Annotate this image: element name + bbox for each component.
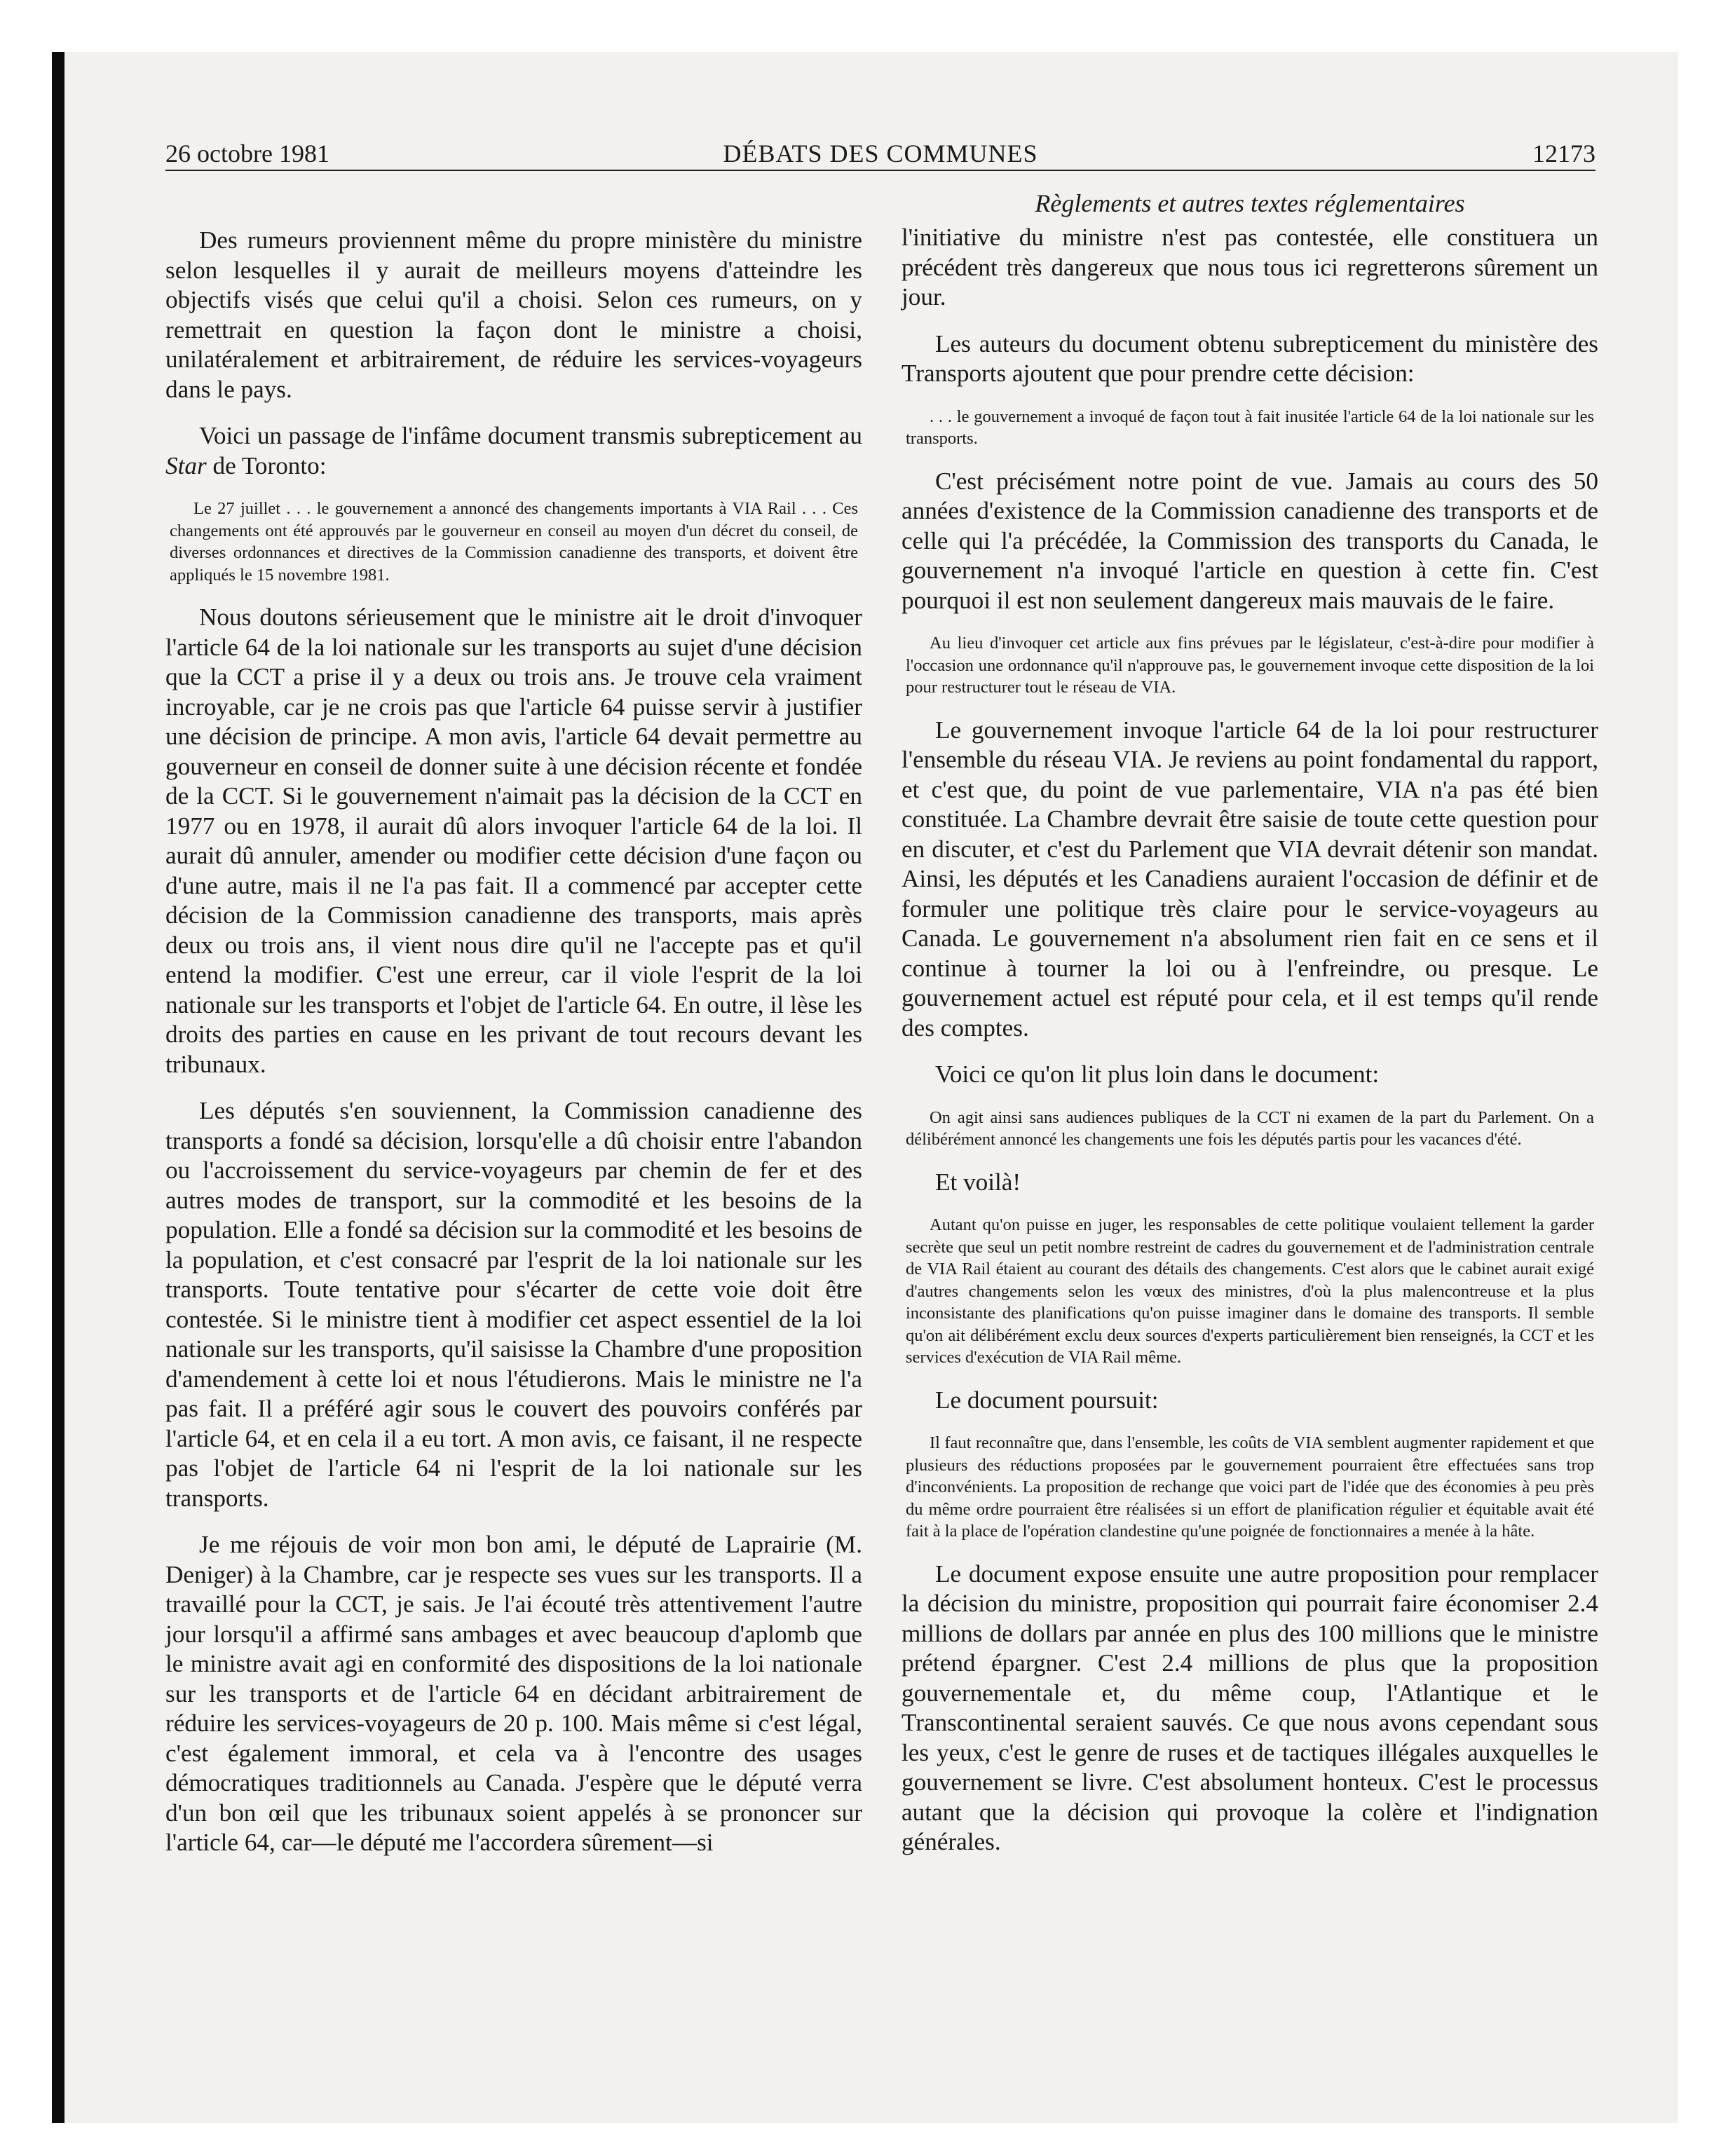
paragraph: Nous doutons sérieusement que le ministre ait le droit d'invoquer l'article 64 de la loi nationale sur les transports au sujet d'une décision que la CCT a prise il y a deux ou trois ans. Je trouve cela vraiment incroyable, car je ne crois pas que l'article 64 puisse servir à justifier une décision de principe. A mon avis, l'article 64 devait permettre au gouverneur en conseil de donner suite à une décision récente et fondée de la CCT. Si le gouvernement n'aimait pas la décision de la CCT en 1977 ou en 1978, il aurait dû alors invoquer l'article 64 de la loi. Il aurait dû annuler, amender ou modifier cette décision d'une façon ou d'une autre, mais il ne l'a pas fait. Il a commencé par accepter cette décision de la Commission canadienne des transports, mais après deux ou trois ans, il vient nous dire qu'il ne l'accepte pas et qu'il entend la modifier. C'est une erreur, car il viole l'esprit de la loi nationale sur les transports et l'objet de l'article 64. En outre, il lèse les droits des parties en cause en les privant de tout recours devant les tribunaux. [165, 603, 862, 1078]
paragraph: Le document expose ensuite une autre proposition pour remplacer la décision du ministre, proposition qui pourrait faire économiser 2.4 millions de dollars par année en plus des 100 millions que le ministre prétend épargner. C'est 2.4 millions de plus que la proposition gouvernementale et, du même coup, l'Atlantique et le Transcontinental seraient sauvés. Ce que nous avons cependant sous les yeux, c'est le genre de ruses et de tactiques illégales auxquelles le gouvernement se livre. C'est absolument honteux. C'est le processus autant que la décision qui provoque la colère et l'indignation générales. [901, 1560, 1598, 1855]
paragraph: C'est précisément notre point de vue. Jamais au cours des 50 années d'existence de la Commission canadienne des transports et de celle qui l'a précédée, la Commission des transports du Canada, le gouvernement n'a invoqué l'article en question à cette fin. C'est pourquoi il est non seulement dangereux mais mauvais de le faire. [901, 467, 1598, 614]
paragraph: Les auteurs du document obtenu subrepticement du ministère des Transports ajoutent que pour prendre cette décision: [901, 329, 1598, 387]
quotation: Le 27 juillet . . . le gouvernement a annoncé des changements importants à VIA Rail . . . Ces changements ont été approuvés par le gouverneur en conseil au moyen d'un décret du conseil, de diverses ordonnances et directives de la Commission canadienne des transports, et doivent être appliqués le 15 novembre 1981. [170, 499, 858, 585]
paragraph: Des rumeurs proviennent même du propre ministère du ministre selon lesquelles il y aurait de meilleurs moyens d'atteindre les objectifs visés que celui qu'il a choisi. Selon ces rumeurs, on y remettrait en question la façon dont le ministre a choisi, unilatéralement et arbitrairement, de réduire les services-voyageurs dans le pays. [165, 226, 862, 403]
paragraph: Voici ce qu'on lit plus loin dans le document: [935, 1060, 1380, 1088]
paragraph: Le document poursuit: [935, 1386, 1159, 1414]
paragraph [165, 421, 862, 481]
quotation: Il faut reconnaître que, dans l'ensemble, les coûts de VIA semblent augmenter rapidement et que plusieurs des réductions proposées par le gouvernement pourraient être effectuées sans trop d'inconvénients. La proposition de rechange que voici part de l'idée que des économies à peu près du même ordre pourraient être réalisées si un effort de planification régulier et équitable avait été fait à la place de l'opération clandestine qu'une poignée de fonctionnaires a menée à la hâte. [906, 1433, 1594, 1541]
paragraph-text: Voici un passage de l'infâme document transmis subrepticement au [199, 422, 862, 449]
quotation: Autant qu'on puisse en juger, les responsables de cette politique voulaient tellement la garder secrète que seul un petit nombre restreint de cadres du gouvernement et de l'administration centrale de VIA Rail étaient au courant des détails des changements. C'est alors que le cabinet aurait exigé d'autres changements selon les vœux des ministres, d'où la plus malencontreuse et la plus inconsistante des planifications qu'on puisse imaginer dans le domaine des transports. Il semble qu'on ait délibérément exclu deux sources d'experts particulièrement bien renseignés, la CCT et les services d'exécution de VIA Rail même. [906, 1215, 1594, 1367]
right-column [901, 182, 1598, 1874]
paragraph: Les députés s'en souviennent, la Commission canadienne des transports a fondé sa décision, lorsqu'elle a dû choisir entre l'abandon ou l'accroissement du service-voyageurs par chemin de fer et des autres modes de transport, sur la commodité et les besoins de la population. Elle a fondé sa décision sur la commodité et les besoins de la population, et c'est consacré par l'esprit de la loi nationale sur les transports. Toute tentative pour s'écarter de cette voie doit être contestée. Si le ministre tient à modifier cet aspect essentiel de la loi nationale sur les transports, qu'il saisisse la Chambre d'une proposition d'amendement à cette loi et nous l'étudierons. Mais le ministre ne l'a pas fait. Il a préféré agir sous le couvert des pouvoirs conférés par l'article 64, et en cela il a eu tort. A mon avis, ce faisant, il ne respecte pas l'objet de l'article 64 ni l'esprit de la loi nationale sur les transports. [165, 1097, 862, 1512]
header-date: 26 octobre 1981 [165, 139, 329, 168]
newspaper-name: Star [165, 451, 207, 479]
page-header [165, 137, 1595, 171]
header-publication: DÉBATS DES COMMUNES [723, 139, 1038, 168]
left-column [165, 182, 862, 1875]
paragraph: Et voilà! [935, 1168, 1021, 1196]
paragraph-text: de Toronto: [206, 451, 327, 479]
quotation: Au lieu d'invoquer cet article aux fins prévues par le législateur, c'est-à-dire pour modifier à l'occasion une ordonnance qu'il n'approuve pas, le gouvernement invoque cette disposition de la loi pour restructurer tout le réseau de VIA. [906, 634, 1594, 697]
paragraph-continued: l'initiative du ministre n'est pas contestée, elle constituera un précédent très dangereux que nous tous ici regretterons sûrement un jour. [901, 224, 1598, 311]
paragraph: Je me réjouis de voir mon bon ami, le député de Laprairie (M. Deniger) à la Chambre, car je respecte ses vues sur les transports. Il a travaillé pour la CCT, je sais. Je l'ai écouté très attentivement l'autre jour lorsqu'il a affirmé sans ambages et avec beaucoup d'aplomb que le ministre avait agi en conformité des dispositions de la loi nationale sur les transports et de l'article 64 en décidant arbitrairement de réduire les services-voyageurs de 20 p. 100. Mais même si c'est légal, c'est également immoral, et cela va à l'encontre des usages démocratiques traditionnels au Canada. J'espère que le député verra d'un bon œil que les tribunaux soient appelés à se prononcer sur l'article 64, car—le député me l'accordera sûrement—si [165, 1531, 862, 1856]
binding-edge [52, 52, 64, 2123]
header-page-number: 12173 [1532, 139, 1595, 168]
quotation: . . . le gouvernement a invoqué de façon tout à fait inusitée l'article 64 de la loi nationale sur les transports. [906, 407, 1594, 448]
quotation: On agit ainsi sans audiences publiques de la CCT ni examen de la part du Parlement. On a délibérément annoncé les changements une fois les députés partis pour les vacances d'été. [906, 1107, 1594, 1149]
paragraph: Le gouvernement invoque l'article 64 de la loi pour restructurer l'ensemble du réseau VIA. Je reviens au point fondamental du rapport, et c'est que, du point de vue parlementaire, VIA n'a pas été bien constituée. La Chambre devrait être saisie de toute cette question pour en discuter, et c'est du Parlement que VIA devrait détenir son mandat. Ainsi, les députés et les Canadiens auraient l'occasion de définir et de formuler une politique très claire pour le service-voyageurs au Canada. Le gouvernement n'a absolument rien fait en ce sens et il continue à tourner la loi ou à l'enfreindre, ou presque. Le gouvernement actuel est réputé pour cela, et il est temps qu'il rende des comptes. [901, 716, 1598, 1042]
running-head: Règlements et autres textes réglementaires [1035, 189, 1465, 217]
